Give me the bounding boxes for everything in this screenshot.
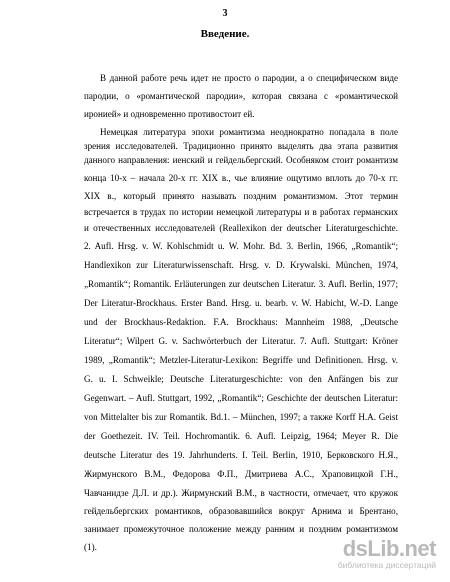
text-line: der Goethezeit. IV. Teil. Hochromantik. 6. Aufl. Leipzig, 1964; Meyer R. Die xyxy=(84,431,398,441)
text-line: гейдельбергских романтиков, образовавшийся вокруг Арнима и Брентано, xyxy=(84,506,398,516)
watermark-subtitle: библиотека диссертаций xyxy=(337,560,436,570)
text-line: XIX в., который принято называть поздним романтизмом. Этот термин xyxy=(84,191,398,201)
text-line: Handlexikon zur Literaturwissenschaft. Hrsg. v. D. Krywalski. München, 1974, xyxy=(84,260,398,270)
text-line: „Romantik“; Romantik. Erläuterungen zur deutschen Literatur. 3. Aufl. Berlin, 1977; xyxy=(84,279,398,289)
text-line: В данной работе речь идет не просто о пародии, а о специфическом виде xyxy=(100,73,398,83)
text-line: иронией» и одновременно противостоит ей. xyxy=(84,109,255,119)
text-line: von Mittelalter bis zur Romantik. Bd.1. – München, 1997; а также Korff H.A. Geist xyxy=(84,412,398,422)
text-line: зрения исследователей. Традиционно принято выделять два этапа развития xyxy=(84,141,398,151)
page-number: 3 xyxy=(222,8,228,19)
text-line: Der Literatur-Brockhaus. Erster Band. Hrsg. u. bearb. v. W. Habicht, W.-D. Lange xyxy=(84,298,398,308)
text-line: Чавчанидзе Д.Л. и др.). Жирмунский В.М., в частности, отмечает, что кружок xyxy=(84,488,398,498)
text-line: данного направления: иенский и гейдельбергский. Особняком стоит романтизм xyxy=(84,155,398,165)
watermark-logo: dsLib.net xyxy=(342,536,436,561)
text-line: и отечественных исследователей (Reallexikon der deutscher Literaturgeschichte. xyxy=(84,223,398,233)
text-line: und der Brockhaus-Redaktion. F.A. Brockhaus: Mannheim 1988, „Deutsche xyxy=(84,317,398,327)
text-line: занимает промежуточное положение между ранним и поздним романтизмом xyxy=(84,524,398,534)
text-line: конца 10-х – начала 20-х гг. XIX в., чье влияние ощутимо вплоть до 70-х гг. xyxy=(84,173,398,183)
page-title: Введение. xyxy=(200,28,250,40)
text-line: 1989, „Romantik“; Metzler-Literatur-Lexikon: Begriffe und Definitionen. Hrsg. v. xyxy=(84,355,398,365)
text-line: пародии, о «романтической пародии», которая связана с «романтической xyxy=(84,91,398,101)
text-line: Literatur“; Wilpert G. v. Sachwörterbuch der Literatur. 7. Aufl. Stuttgart: Kröner xyxy=(84,336,398,346)
text-line: 2. Aufl. Hrsg. v. W. Kohlschmidt u. W. Mohr. Bd. 3. Berlin, 1966, „Romantik“; xyxy=(84,241,398,251)
text-line: G. u. I. Schweikle; Deutsche Literaturgeschichte: von den Anfängen bis zur xyxy=(84,374,398,384)
text-line: Gegenwart. – Aufl. Stuttgart, 1992, „Romantik“; Geschichte der deutschen Literatur: xyxy=(84,393,398,403)
text-line: Немецкая литература эпохи романтизма неоднократно попадала в поле xyxy=(100,127,398,137)
text-line: (1). xyxy=(84,542,97,552)
text-line: Жирмунского В.М., Федорова Ф.П., Дмитриева А.С., Храповицкой Г.Н., xyxy=(84,469,398,479)
text-line: встречается в трудах по истории немецкой литературы и в работах германских xyxy=(84,207,398,217)
dslib-watermark xyxy=(326,536,436,572)
text-line: deutsche Literatur des 19. Jahrhunderts. I. Teil. Berlin, 1910, Берковского Н.Я., xyxy=(84,450,398,460)
